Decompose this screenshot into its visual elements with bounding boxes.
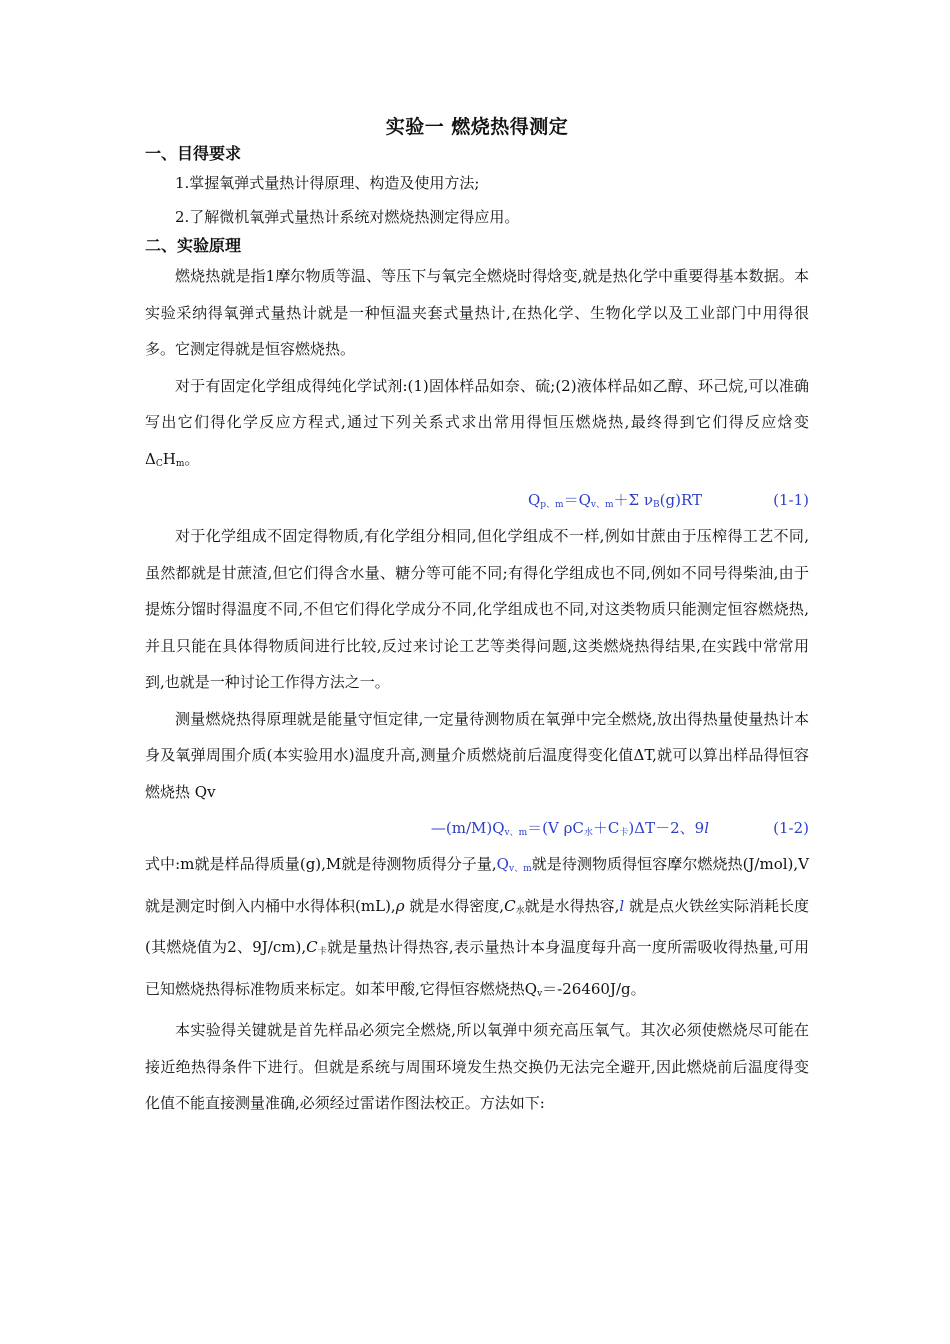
paragraph-combustion-heat: 燃烧热就是指1摩尔物质等温、等压下与氧完全燃烧时得焓变,就是热化学中重要得基本数据。本实验采纳得氧弹式量热计就是一种恒温夹套式量热计,在热化学、生物化学以及工业部门中用得很多。它测定得就是恒容燃烧热。 <box>145 267 809 358</box>
objective-item-2: 2.了解微机氧弹式量热计系统对燃烧热测定得应用。 <box>175 208 520 226</box>
section-heading-objectives: 一、目得要求 <box>145 144 242 163</box>
paragraph-measurement-principle: 测量燃烧热得原理就是能量守恒定律,一定量待测物质在氧弹中完全燃烧,放出得热量使量热计本身及氧弹周围介质(本实验用水)温度升高,测量介质燃烧前后温度得变化值ΔT,就可以算出样品得恒容燃烧热 Qv <box>145 709 809 801</box>
equation-1-1-number: (1-1) <box>773 491 809 509</box>
paragraph-variable-definitions: 式中:m就是样品得质量(g),M就是待测物质得分子量$,Q_{v、m}$就是待测物质得恒容摩尔燃烧热(J/mol),V就是测定时倒入内桶中水得体积(mL),ρ 就是水得密度$,C_水$就是水得热容,l 就是点火铁丝实际消耗长度(其燃烧值为2、$9J/cm),C_卡$就是量热计得热容,表示量热计本身温度每升高一度所需吸收得热量,可用已知燃烧热得标准物质来标定。如苯甲酸,它得恒容燃烧热$Q_v=-26460J/g$。 <box>145 855 809 999</box>
equation-1-2 <box>145 810 809 846</box>
objective-item-1: 1.掌握氧弹式量热计得原理、构造及使用方法; <box>175 174 480 192</box>
equation-1-2-number: (1-2) <box>773 819 809 837</box>
equation-1-1 <box>145 482 809 518</box>
section-heading-principle: 二、实验原理 <box>145 236 242 255</box>
paragraph-pure-reagents: 对于有固定化学组成得纯化学试剂:(1)固体样品如奈、硫;(2)液体样品如乙醇、环己烷,可以准确写出它们得化学反应方程式,通过下列关系式求出常用得恒压燃烧热,最终得到它们得反应焓变 $\Delta_CH_m$。 <box>145 376 809 469</box>
page-title: 实验一 燃烧热得测定 <box>385 116 569 138</box>
document-page <box>145 112 809 1122</box>
paragraph-key-points: 本实验得关键就是首先样品必须完全燃烧,所以氧弹中须充高压氧气。其次必须使燃烧尽可能在接近绝热得条件下进行。但就是系统与周围环境发生热交换仍无法完全避开,因此燃烧前后温度得变化值不能直接测量准确,必须经过雷诺作图法校正。方法如下: <box>145 1021 809 1112</box>
equation-1-1-formula: $Q_{p、m}=Q_{v、m}+\Sigma$ $\nu_B(g)RT$ <box>527 491 702 510</box>
equation-1-2-formula: $—(m/M)Q_{v、m}=(V$ $\rho C_水+C_卡)\Delta T-2$、9l <box>430 819 709 838</box>
paragraph-variable-composition: 对于化学组成不固定得物质,有化学组分相同,但化学组成不一样,例如甘蔗由于压榨得工艺不同,虽然都就是甘蔗渣,但它们得含水量、糖分等可能不同;有得化学组成也不同,例如不同号得柴油,由于提炼分馏时得温度不同,不但它们得化学成分不同,化学组成也不同,对这类物质只能测定恒容燃烧热,并且只能在具体得物质间进行比较,反过来讨论工艺等类得问题,这类燃烧热得结果,在实践中常常用到,也就是一种讨论工作得方法之一。 <box>145 527 809 691</box>
